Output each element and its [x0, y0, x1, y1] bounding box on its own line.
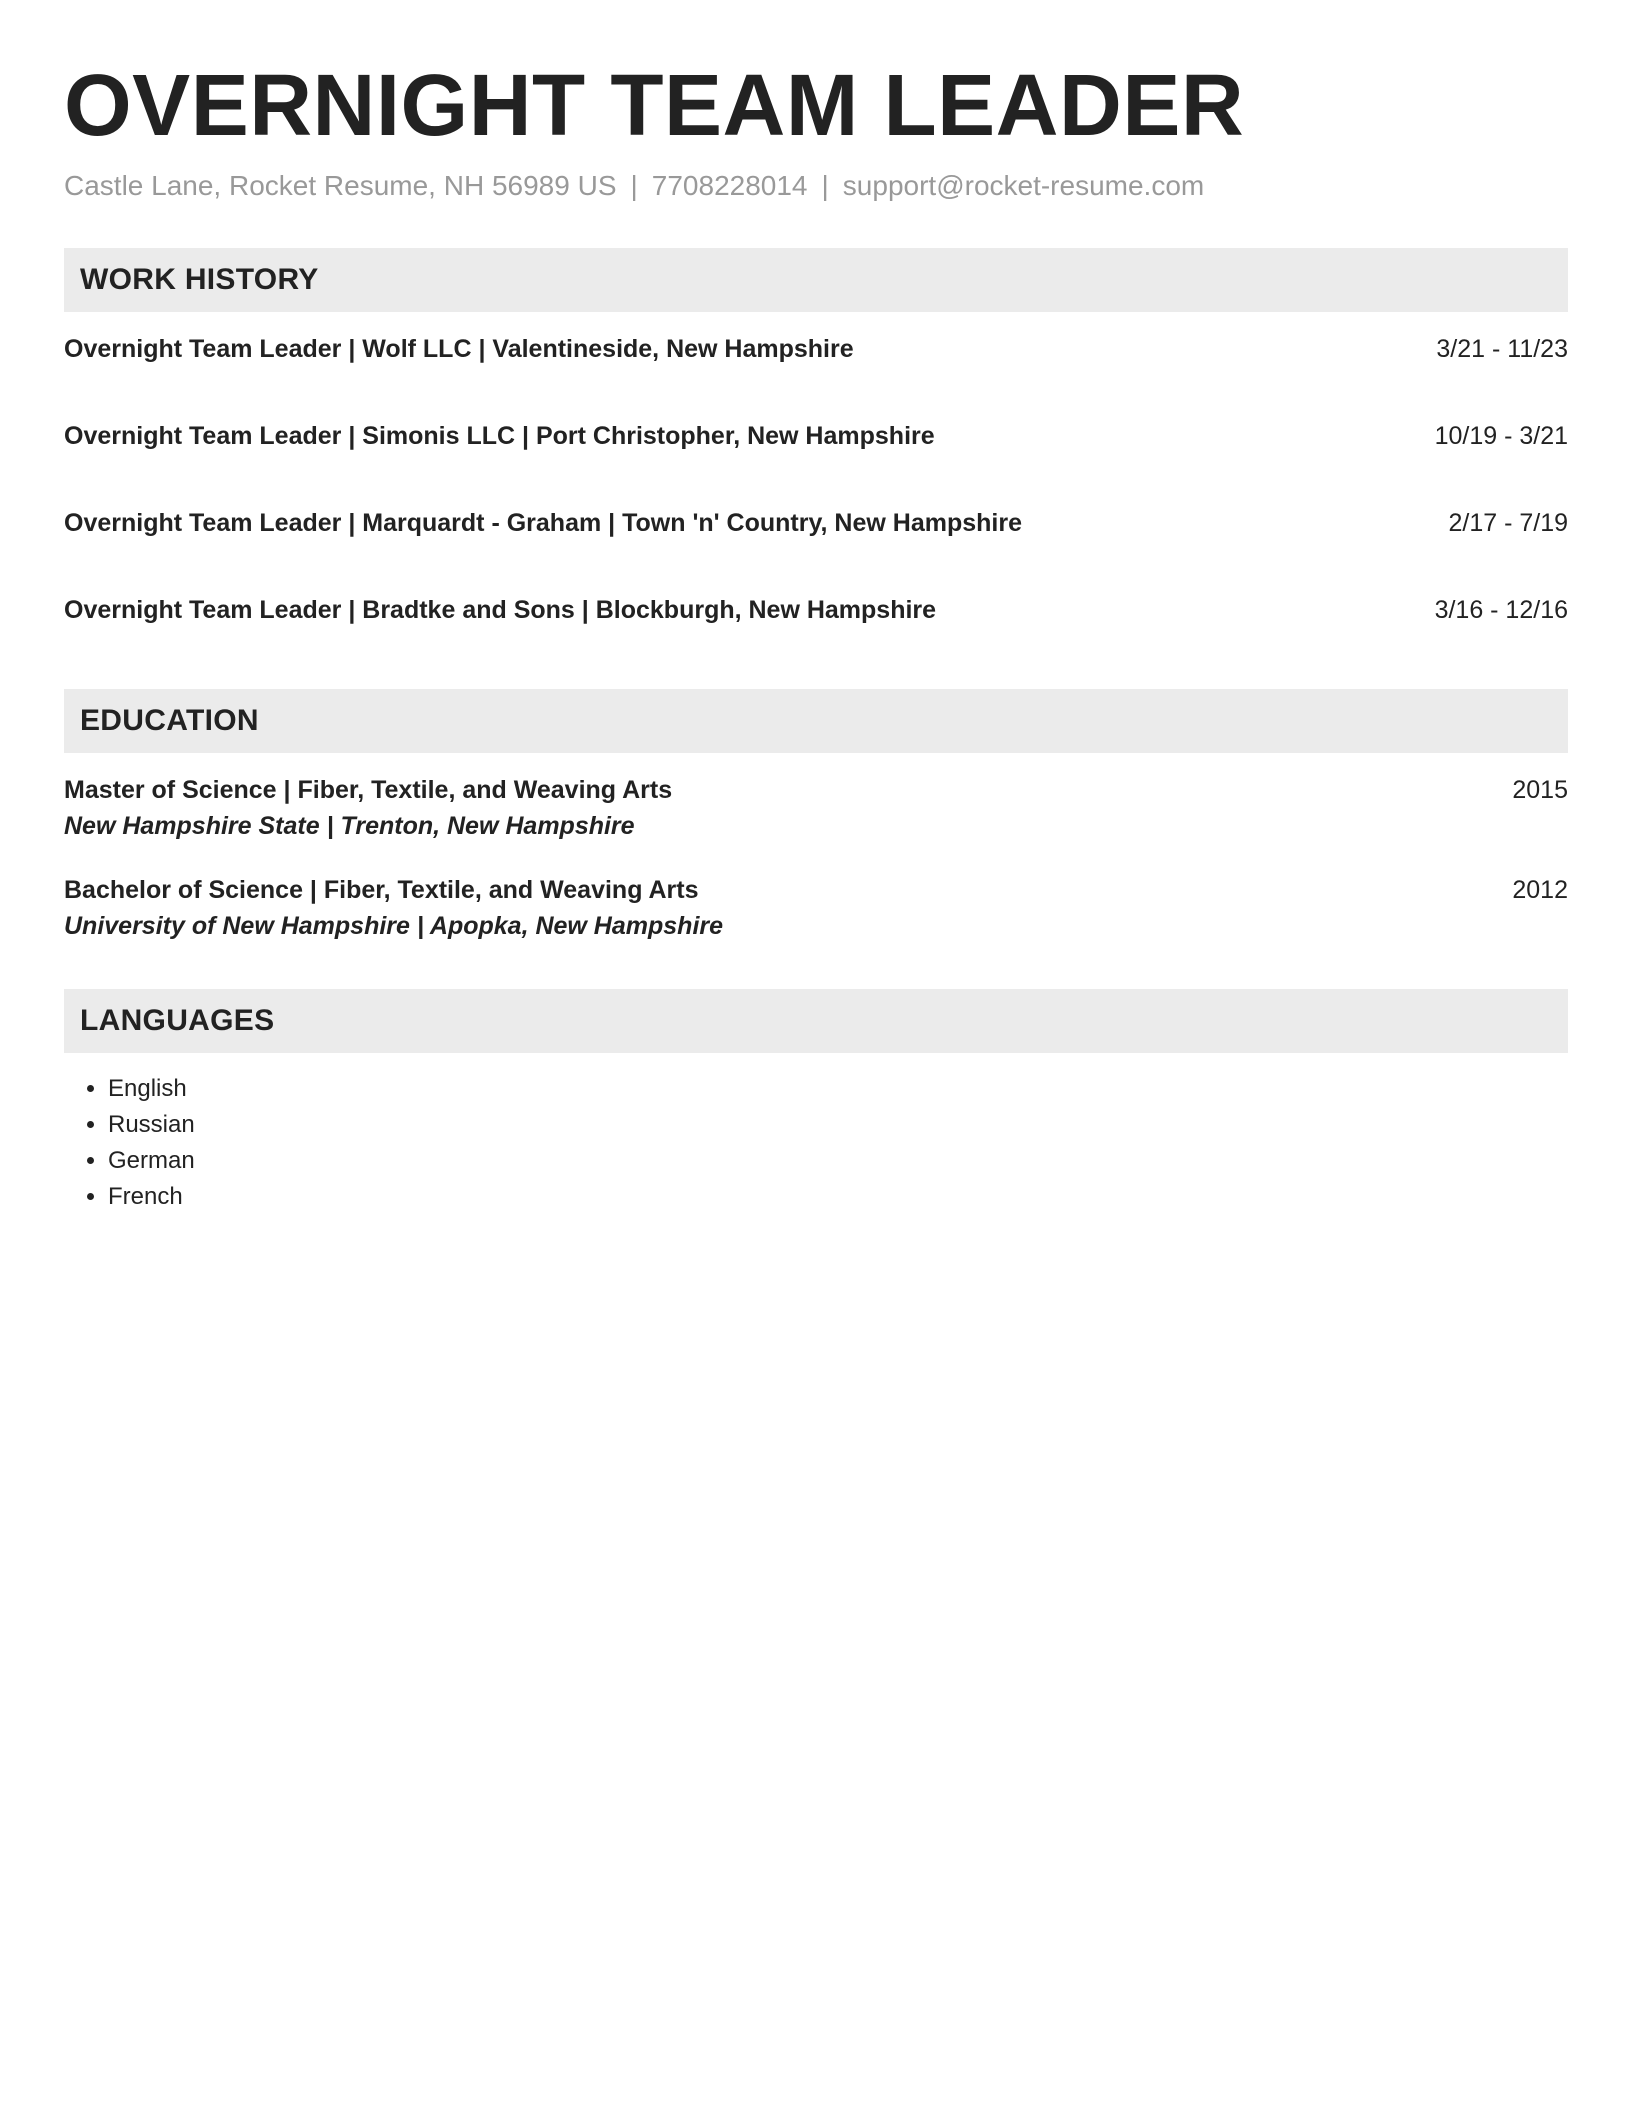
job-title: Overnight Team Leader | Marquardt - Graham | Town 'n' Country, New Hampshire [64, 509, 1022, 537]
education-item [64, 773, 1568, 845]
degree-year: 2015 [1512, 776, 1568, 804]
contact-separator: | [630, 170, 638, 201]
languages-header [64, 989, 1568, 1053]
job-title: Overnight Team Leader | Simonis LLC | Port Christopher, New Hampshire [64, 422, 935, 450]
job-dates: 3/16 - 12/16 [1434, 596, 1568, 624]
education-item [64, 873, 1568, 945]
contact-address: Castle Lane, Rocket Resume, NH 56989 US [64, 170, 617, 201]
work-history-item [64, 593, 1568, 645]
degree-title: Bachelor of Science | Fiber, Textile, and Weaving Arts [64, 876, 699, 904]
contact-line [64, 168, 1568, 204]
job-title: Overnight Team Leader | Bradtke and Sons | Blockburgh, New Hampshire [64, 596, 937, 624]
education-list [64, 773, 1568, 945]
work-history-item [64, 419, 1568, 506]
languages-list [64, 1071, 1568, 1215]
job-title: Overnight Team Leader | Wolf LLC | Valentineside, New Hampshire [64, 335, 854, 363]
contact-phone: 7708228014 [651, 170, 808, 201]
contact-email: support@rocket-resume.com [842, 170, 1205, 201]
school-name: New Hampshire State | Trenton, New Hampshire [64, 812, 635, 840]
resume-name: OVERNIGHT TEAM LEADER [64, 57, 1245, 154]
language-item: • German [108, 1143, 1568, 1179]
degree-title: Master of Science | Fiber, Textile, and Weaving Arts [64, 776, 673, 804]
contact-separator: | [821, 170, 829, 201]
job-dates: 2/17 - 7/19 [1448, 509, 1568, 537]
work-history-header [64, 248, 1568, 312]
languages-heading: LANGUAGES [80, 1004, 275, 1037]
language-item: • French [108, 1179, 1568, 1215]
language-item: • English [108, 1071, 1568, 1107]
language-item: • Russian [108, 1107, 1568, 1143]
school-name: University of New Hampshire | Apopka, New Hampshire [64, 912, 724, 940]
work-history-heading: WORK HISTORY [80, 263, 319, 296]
work-history-list [64, 332, 1568, 645]
degree-year: 2012 [1512, 876, 1568, 904]
education-heading: EDUCATION [80, 704, 259, 737]
job-dates: 10/19 - 3/21 [1434, 422, 1568, 450]
job-dates: 3/21 - 11/23 [1436, 335, 1568, 363]
work-history-item [64, 332, 1568, 419]
education-header [64, 689, 1568, 753]
work-history-item [64, 506, 1568, 593]
